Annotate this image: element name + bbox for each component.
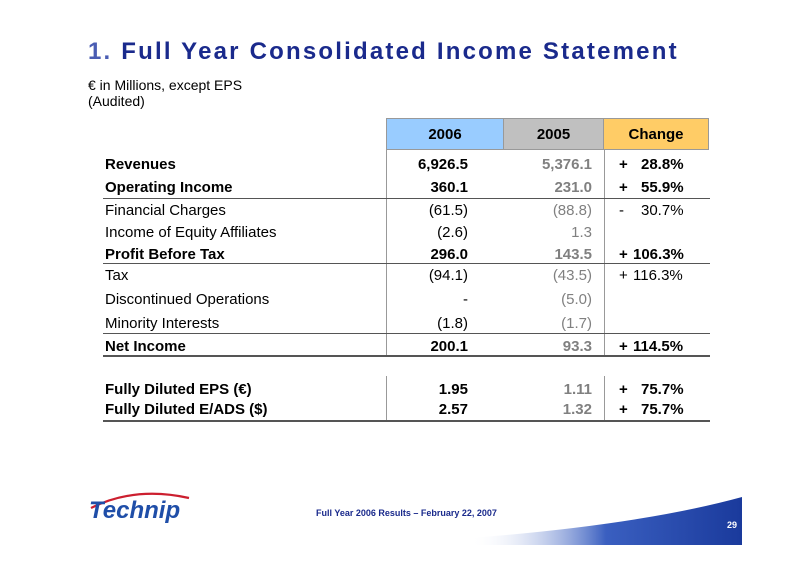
- row-label: Fully Diluted EPS (€): [105, 381, 252, 398]
- change-value: 114.5%: [633, 338, 684, 355]
- table-row-diluted-eps: [103, 378, 710, 400]
- value-2006: 6,926.5: [417, 156, 468, 173]
- value-2006: 1.95: [438, 381, 468, 398]
- audited-note: (Audited): [88, 93, 145, 109]
- table-row-profit-before-tax: [103, 243, 710, 265]
- table-row-tax: [103, 264, 710, 286]
- change-sign: +: [619, 156, 628, 173]
- change-sign: +: [619, 179, 628, 196]
- row-label: Profit Before Tax: [105, 246, 225, 263]
- row-label: Fully Diluted E/ADS ($): [105, 401, 268, 418]
- row-label: Financial Charges: [105, 202, 226, 219]
- title-number: 1.: [88, 38, 113, 65]
- value-2005: (43.5): [552, 267, 592, 284]
- value-2005: 5,376.1: [541, 156, 592, 173]
- footer-caption: Full Year 2006 Results – February 22, 2007: [316, 508, 497, 518]
- value-2005: (88.8): [552, 202, 592, 219]
- value-2006: 296.0: [430, 246, 468, 263]
- table-row-net-income: [103, 335, 710, 357]
- value-2006: 2.57: [438, 401, 468, 418]
- page-number: 29: [727, 520, 738, 530]
- value-2006: (61.5): [428, 202, 468, 219]
- header-2005: 2005: [504, 118, 604, 150]
- technip-logo-text: Technip: [89, 497, 181, 524]
- value-2005: (5.0): [561, 291, 592, 308]
- header-change: Change: [604, 118, 709, 150]
- title-text: Full Year Consolidated Income Statement: [121, 38, 679, 65]
- value-2005: 93.3: [562, 338, 592, 355]
- footer-swoosh: [0, 485, 800, 565]
- value-2006: 360.1: [430, 179, 468, 196]
- table-row-equity-affiliates: [103, 221, 710, 243]
- value-2005: (1.7): [561, 315, 592, 332]
- slide-title: [88, 38, 679, 66]
- change-value: 116.3%: [633, 267, 683, 284]
- change-value: 75.7%: [641, 401, 684, 418]
- value-2006: -: [463, 291, 468, 308]
- table-row-discontinued-operations: [103, 288, 710, 310]
- value-2005: 1.11: [563, 381, 592, 398]
- section-rule: [103, 420, 710, 422]
- value-2006: 200.1: [430, 338, 468, 355]
- change-sign: +: [619, 338, 628, 355]
- change-sign: +: [619, 381, 628, 398]
- change-sign: +: [619, 267, 628, 284]
- change-value: 28.8%: [641, 156, 684, 173]
- value-2006: (2.6): [437, 224, 468, 241]
- change-sign: +: [619, 246, 628, 263]
- row-label: Tax: [105, 267, 129, 284]
- value-2005: 143.5: [554, 246, 592, 263]
- table-row-diluted-eads: [103, 398, 710, 420]
- table-row-revenues: [103, 153, 710, 175]
- change-sign: +: [619, 401, 628, 418]
- value-2006: (1.8): [437, 315, 468, 332]
- row-label: Discontinued Operations: [105, 291, 270, 308]
- value-2005: 231.0: [554, 179, 592, 196]
- change-value: 75.7%: [641, 381, 684, 398]
- change-sign: -: [619, 202, 624, 219]
- row-label: Net Income: [105, 338, 186, 355]
- value-2006: (94.1): [428, 267, 468, 284]
- row-label: Revenues: [105, 156, 176, 173]
- table-row-financial-charges: [103, 199, 710, 221]
- value-2005: 1.3: [571, 224, 592, 241]
- value-2005: 1.32: [562, 401, 592, 418]
- units-note: € in Millions, except EPS: [88, 77, 243, 93]
- table-row-operating-income: [103, 176, 710, 198]
- row-label: Minority Interests: [105, 315, 220, 332]
- table-row-minority-interests: [103, 312, 710, 334]
- change-value: 106.3%: [633, 246, 684, 263]
- change-value: 30.7%: [641, 202, 684, 219]
- row-label: Operating Income: [105, 179, 233, 196]
- header-2006: 2006: [386, 118, 504, 150]
- row-label: Income of Equity Affiliates: [105, 224, 277, 241]
- change-value: 55.9%: [641, 179, 684, 196]
